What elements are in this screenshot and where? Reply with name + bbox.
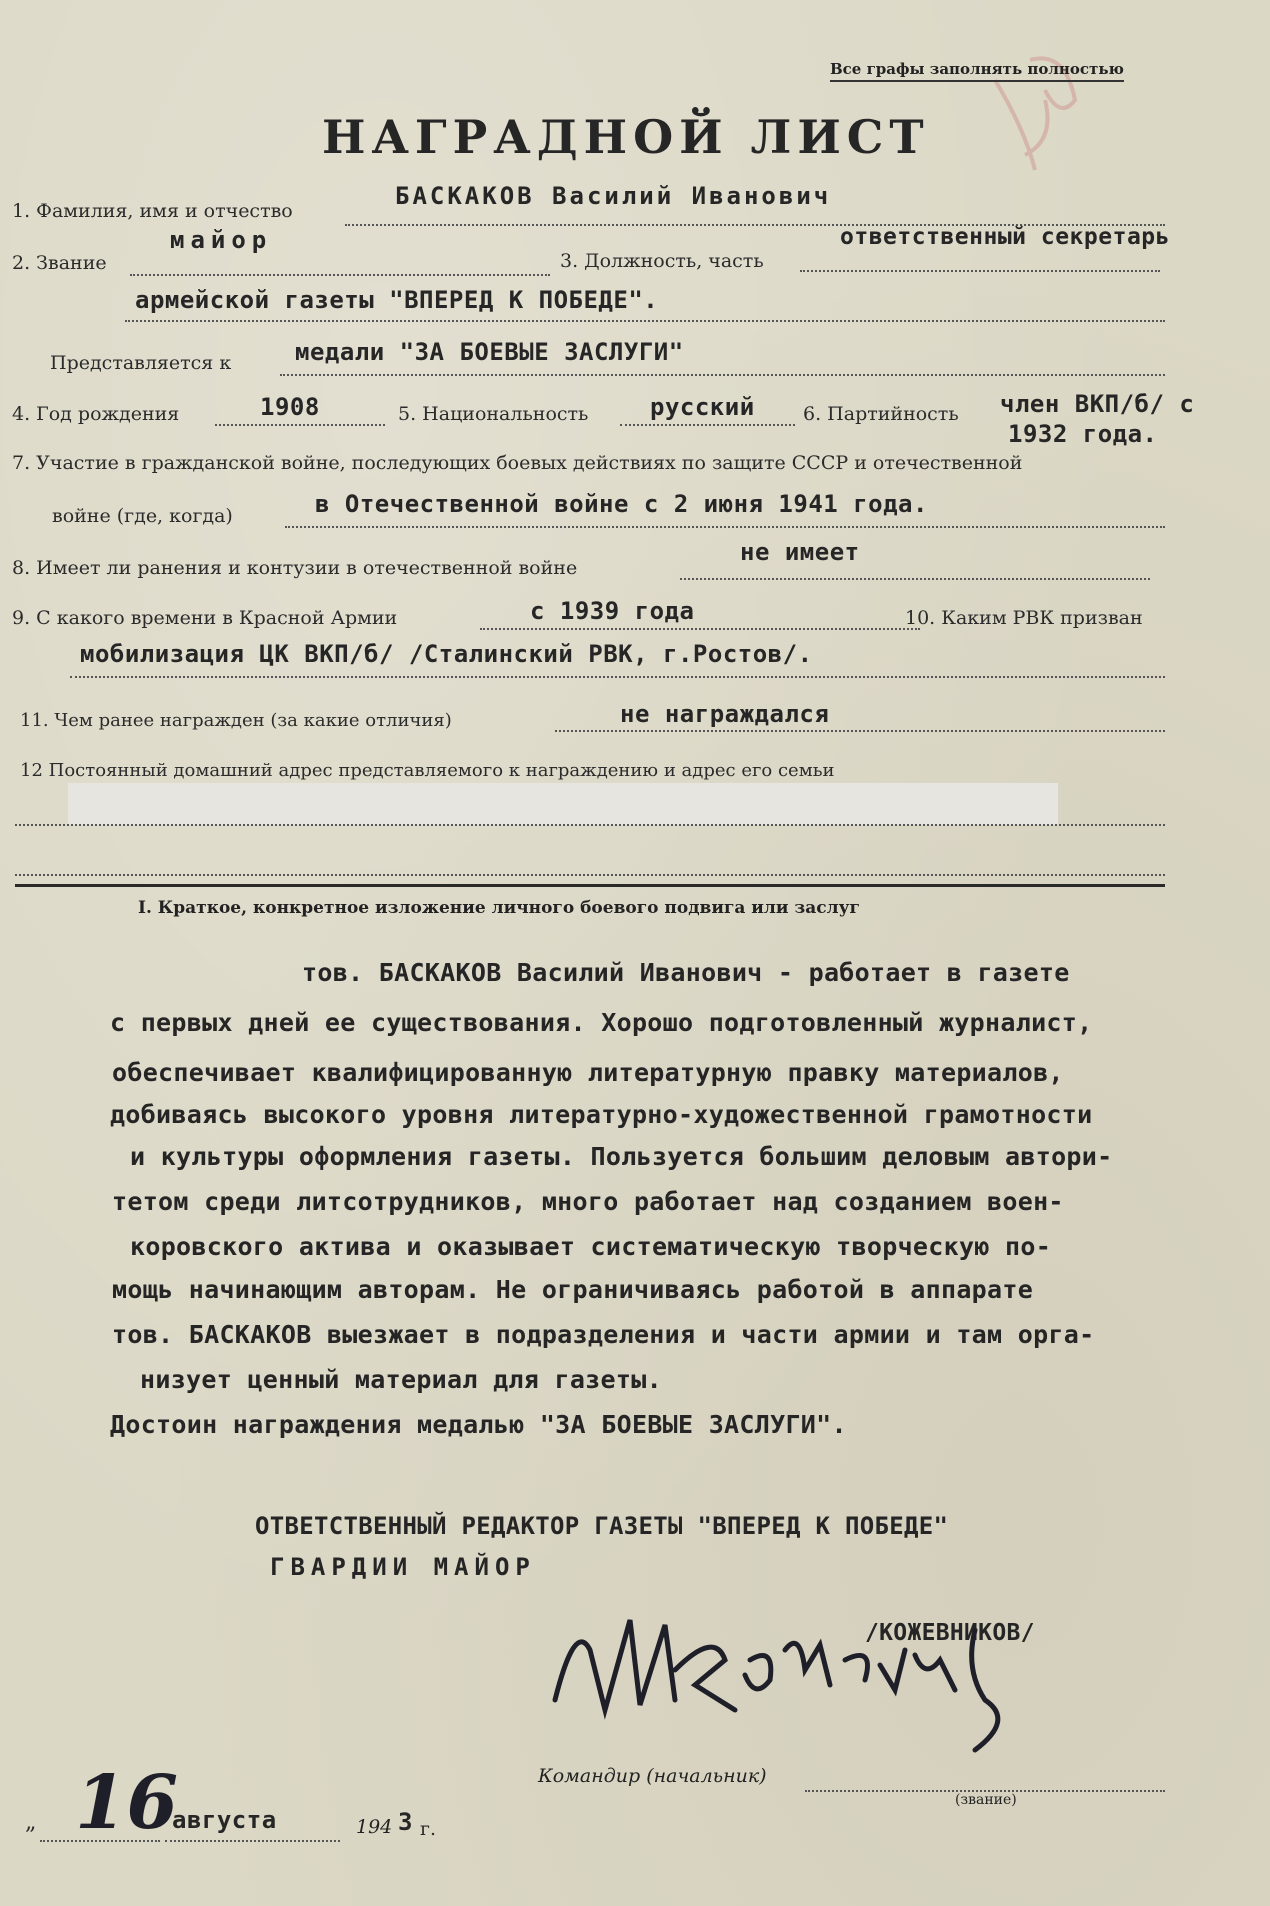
- field-4-value: 1908: [260, 393, 320, 421]
- field-10-line: [70, 676, 1165, 678]
- field-2-value: майор: [170, 226, 273, 254]
- date-quote: „: [25, 1810, 37, 1835]
- field-7-line: [285, 526, 1165, 528]
- date-g: г.: [420, 1818, 436, 1840]
- redacted-address: [68, 783, 1058, 825]
- field-5-line: [620, 424, 795, 426]
- section-1-heading: I. Краткое, конкретное изложение личного боевого подвига или заслуг: [138, 898, 860, 918]
- field-5-value: русский: [650, 393, 755, 421]
- merit-line-11: Достоин награждения медалью "ЗА БОЕВЫЕ ЗАСЛУГИ".: [110, 1410, 847, 1439]
- field-6-label: 6. Партийность: [803, 403, 959, 425]
- field-8-value: не имеет: [740, 538, 860, 566]
- field-4-line: [215, 424, 385, 426]
- field-11-value: не награждался: [620, 700, 830, 728]
- field-6-value-line2: 1932 года.: [1008, 420, 1158, 448]
- presented-value: медали "ЗА БОЕВЫЕ ЗАСЛУГИ": [295, 338, 684, 366]
- field-7-value: в Отечественной войне с 2 июня 1941 года.: [315, 490, 928, 518]
- date-day-line: [40, 1840, 160, 1842]
- merit-line-2: с первых дней ее существования. Хорошо подготовленный журналист,: [110, 1008, 1093, 1037]
- merit-line-8: мощь начинающим авторам. Не ограничиваясь работой в аппарате: [112, 1275, 1034, 1304]
- field-8-line: [680, 578, 1150, 580]
- fill-all-fields-note: Все графы заполнять полностью: [830, 60, 1124, 82]
- merit-line-7: коровского актива и оказывает систематическую творческую по-: [130, 1232, 1052, 1261]
- field-4-label: 4. Год рождения: [12, 403, 180, 425]
- field-2-line: [130, 274, 550, 276]
- merit-line-3: обеспечивает квалифицированную литературную правку материалов,: [112, 1058, 1064, 1087]
- field-2-label: 2. Звание: [12, 252, 107, 274]
- merit-line-5: и культуры оформления газеты. Пользуется большим деловым автори-: [130, 1142, 1113, 1171]
- field-3-line-2: [125, 320, 1165, 322]
- field-3-value-line2: армейской газеты "ВПЕРЕД К ПОБЕДЕ".: [135, 286, 659, 314]
- field-12-line-2: [15, 874, 1165, 876]
- rank-label: (звание): [955, 1792, 1017, 1808]
- field-11-label: 11. Чем ранее награжден (за какие отличия): [20, 710, 452, 731]
- merit-line-1: тов. БАСКАКОВ Василий Иванович - работает в газете: [302, 958, 1070, 987]
- field-11-line: [555, 730, 1165, 732]
- field-12-label: 12 Постоянный домашний адрес представляемого к награждению и адрес его семьи: [20, 760, 835, 781]
- field-8-label: 8. Имеет ли ранения и контузии в отечественной войне: [12, 557, 578, 579]
- field-9-line: [480, 628, 920, 630]
- field-7-label-line2: войне (где, когда): [52, 505, 233, 527]
- section-divider: [15, 884, 1165, 887]
- date-month: августа: [172, 1806, 277, 1834]
- date-year-suffix: 3: [398, 1808, 413, 1836]
- merit-line-10: низует ценный материал для газеты.: [140, 1365, 662, 1394]
- field-3-label: 3. Должность, часть: [560, 250, 764, 272]
- field-3-line: [800, 270, 1160, 272]
- field-6-value-line1: член ВКП/б/ с: [1000, 390, 1195, 418]
- field-9-value: с 1939 года: [530, 597, 695, 625]
- page-title: НАГРАДНОЙ ЛИСТ: [322, 110, 930, 164]
- merit-line-6: тетом среди литсотрудников, много работает над созданием воен-: [112, 1187, 1064, 1216]
- presented-line: [280, 374, 1165, 376]
- signer-position-line1: ОТВЕТСТВЕННЫЙ РЕДАКТОР ГАЗЕТЫ "ВПЕРЕД К ПОБЕДЕ": [255, 1512, 949, 1540]
- handwritten-signature: [545, 1590, 1045, 1790]
- presented-label: Представляется к: [50, 352, 232, 374]
- field-9-label: 9. С какого времени в Красной Армии: [12, 607, 398, 629]
- field-5-label: 5. Национальность: [398, 403, 589, 425]
- field-7-label-line1: 7. Участие в гражданской войне, последующих боевых действиях по защите СССР и отечественной: [12, 452, 1023, 474]
- merit-line-4: добиваясь высокого уровня литературно-художественной грамотности: [110, 1100, 1093, 1129]
- field-1-label: 1. Фамилия, имя и отчество: [12, 200, 293, 222]
- date-month-line: [165, 1840, 340, 1842]
- signer-name: /КОЖЕВНИКОВ/: [865, 1620, 1035, 1646]
- date-year-prefix: 194: [356, 1816, 393, 1838]
- signer-position-line2: ГВАРДИИ МАЙОР: [270, 1553, 536, 1581]
- field-3-value-line1: ответственный секретарь: [840, 224, 1170, 250]
- commander-label: Командир (начальник): [538, 1765, 767, 1787]
- field-10-label: 10. Каким РВК призван: [905, 607, 1143, 629]
- field-12-line-1: [15, 824, 1165, 826]
- date-day: 16: [75, 1760, 178, 1846]
- field-1-value: БАСКАКОВ Василий Иванович: [395, 182, 832, 210]
- merit-line-9: тов. БАСКАКОВ выезжает в подразделения и части армии и там орга-: [112, 1320, 1095, 1349]
- field-10-value: мобилизация ЦК ВКП/б/ /Сталинский РВК, г.Ростов/.: [80, 640, 813, 668]
